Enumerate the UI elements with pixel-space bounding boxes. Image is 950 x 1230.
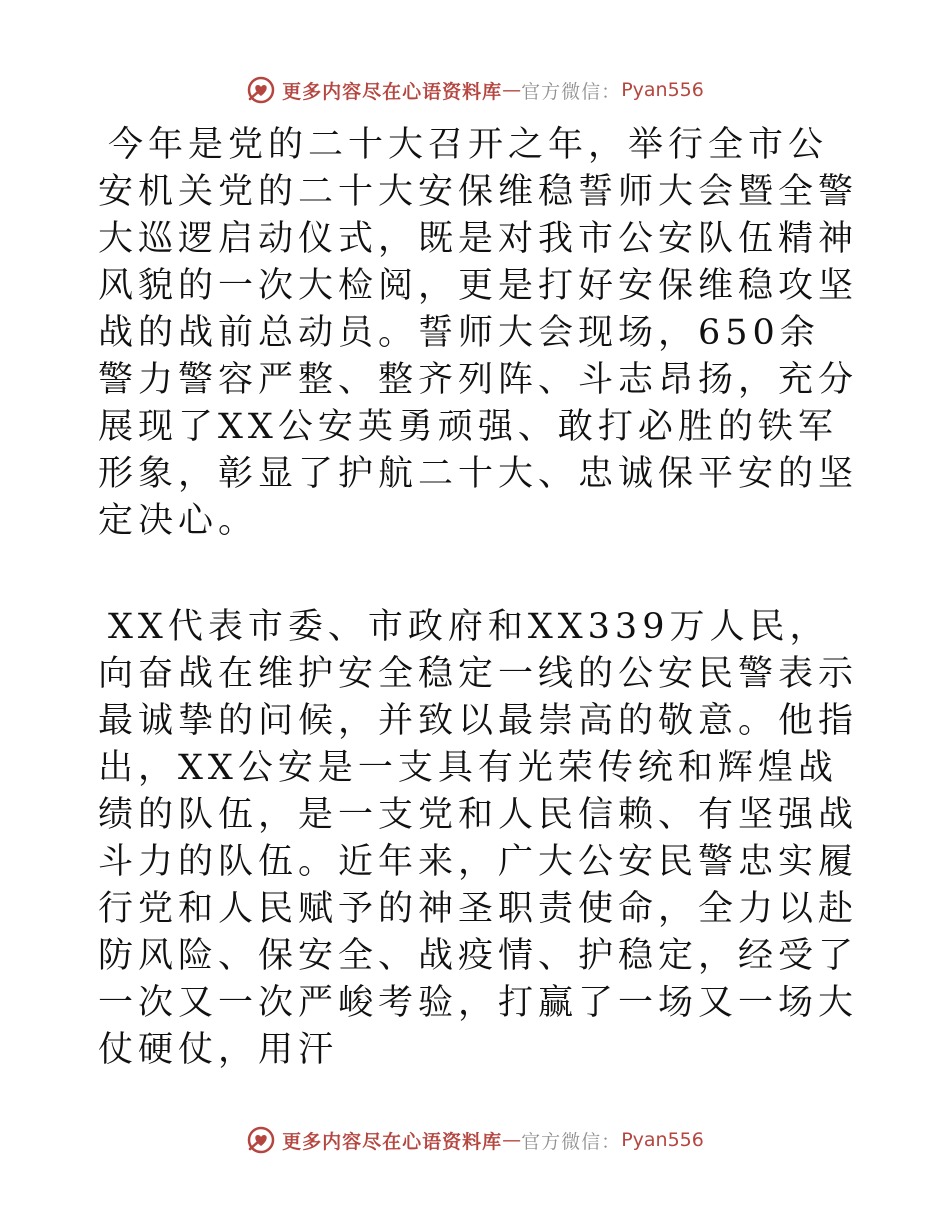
footer-watermark [0, 1120, 950, 1160]
watermark-sub-text: 官方微信： [521, 1130, 622, 1153]
watermark-main-text: 更多内容尽在心语资料库 [282, 1130, 503, 1153]
watermark-sub-text: 官方微信： [521, 80, 622, 103]
heart-logo-icon [246, 75, 276, 105]
heart-logo-icon [246, 1125, 276, 1155]
watermark-wechat-id: Pyan556 [621, 1129, 704, 1151]
body-paragraph-2: XX代表市委、市政府和XX339万人民，向奋战在维护安全稳定一线的公安民警表示最诚挚的问候，并致以最崇高的敬意。他指出，XX公安是一支具有光荣传统和辉煌战绩的队伍，是一支党和人民信赖、有坚强战斗力的队伍。近年来，广大公安民警忠实履行党和人民赋予的神圣职责使命，全力以赴防风险、保安全、战疫情、护稳定，经受了一次又一次严峻考验，打赢了一场又一场大仗硬仗，用汗 [98, 607, 859, 1070]
watermark-dash: — [502, 1129, 522, 1151]
watermark-main-text: 更多内容尽在心语资料库 [282, 80, 503, 103]
watermark-dash: — [502, 79, 522, 101]
watermark-wechat-id: Pyan556 [621, 79, 704, 101]
body-paragraph-1: 今年是党的二十大召开之年，举行全市公安机关党的二十大安保维稳誓师大会暨全警大巡逻启动仪式，既是对我市公安队伍精神风貌的一次大检阅，更是打好安保维稳攻坚战的战前总动员。誓师大会现场，650余警力警容严整、整齐列阵、斗志昂扬，充分展现了XX公安英勇顽强、敢打必胜的铁军形象，彰显了护航二十大、忠诚保平安的坚定决心。 [98, 125, 859, 541]
header-watermark [0, 70, 950, 110]
